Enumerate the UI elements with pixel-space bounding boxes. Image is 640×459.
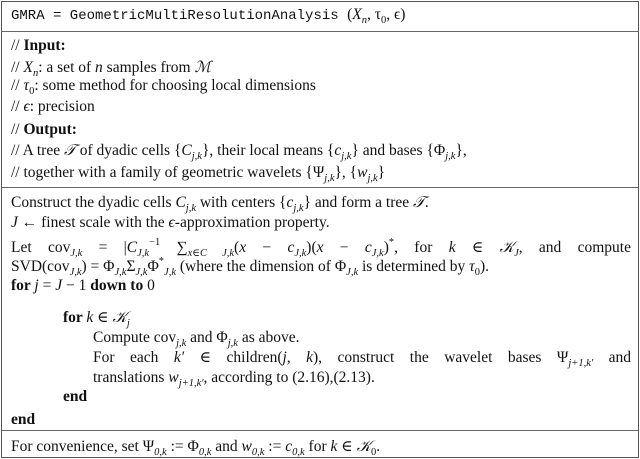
- text-segment: *: [158, 256, 165, 267]
- text-segment: ℳ: [194, 58, 212, 76]
- text-segment: J: [11, 214, 18, 231]
- step-convenience: [11, 436, 380, 457]
- text-segment: j,k: [185, 203, 196, 214]
- text-segment: c: [334, 142, 342, 159]
- text-segment: n: [32, 68, 39, 79]
- text-segment: for: [63, 309, 87, 326]
- text-segment: c: [285, 438, 293, 455]
- text-segment: ) = Φ: [81, 258, 115, 275]
- text-segment: 0: [380, 15, 387, 26]
- text-segment: 𝒦: [356, 437, 372, 455]
- text-segment: ϵ: [168, 214, 175, 231]
- text-segment: k′: [173, 349, 185, 366]
- text-segment: −: [323, 239, 365, 256]
- text-segment: } and form a tree: [303, 194, 414, 211]
- text-segment: c: [286, 194, 294, 211]
- step-translations: [93, 368, 375, 388]
- text-segment: = |: [82, 239, 127, 256]
- text-segment: − 1: [62, 277, 91, 294]
- text-segment: j: [34, 277, 39, 294]
- text-segment: translations: [93, 369, 169, 386]
- text-segment: J,k: [137, 248, 150, 259]
- text-segment: −1: [149, 237, 161, 248]
- text-segment: k: [86, 309, 94, 326]
- text-segment: // A tree: [11, 142, 64, 159]
- text-segment: 𝒦: [112, 308, 127, 326]
- text-segment: J,k: [371, 248, 384, 259]
- text-segment: and: [211, 438, 242, 455]
- text-segment: //: [11, 121, 24, 138]
- text-segment: -approximation property.: [174, 214, 330, 231]
- text-segment: For each: [93, 349, 174, 366]
- text-segment: end: [63, 388, 88, 405]
- algorithm-title: [11, 5, 405, 26]
- text-segment: with centers {: [195, 194, 287, 211]
- output-heading: [11, 120, 77, 140]
- text-segment: w: [357, 164, 368, 181]
- text-segment: for: [304, 438, 331, 455]
- text-segment: down to: [90, 277, 148, 294]
- text-segment: //: [11, 59, 24, 76]
- step-svd: [11, 257, 489, 277]
- input-eps: [11, 97, 95, 117]
- text-segment: Input:: [23, 37, 66, 54]
- text-segment: 0: [371, 447, 377, 458]
- output-wavelets: [11, 163, 385, 183]
- text-segment: ), construct the wavelet bases Ψ: [313, 349, 569, 366]
- text-segment: n: [95, 59, 103, 76]
- text-segment: ∈: [455, 239, 500, 256]
- text-segment: −: [246, 239, 288, 256]
- text-segment: J,k: [294, 248, 307, 259]
- input-tau: [11, 76, 316, 96]
- text-segment: x: [239, 239, 247, 256]
- step-covariance: [11, 237, 631, 258]
- text-segment: end: [11, 411, 36, 428]
- text-segment: J,k: [114, 267, 127, 278]
- text-segment: j: [126, 318, 130, 329]
- text-segment: ϵ: [23, 98, 30, 115]
- text-segment: of dyadic cells {: [75, 142, 182, 159]
- text-segment: J,k: [70, 248, 83, 259]
- text-segment: 0: [474, 267, 480, 278]
- text-segment: (: [347, 6, 353, 23]
- text-segment: is determined by: [358, 258, 470, 275]
- text-segment: : a set of: [38, 59, 96, 76]
- text-segment: J,k: [69, 267, 82, 278]
- text-segment: , τ: [366, 6, 381, 23]
- text-segment: 0,k: [251, 447, 265, 458]
- text-segment: c: [364, 239, 372, 256]
- step-finest-scale: [11, 213, 330, 233]
- text-segment: =: [38, 277, 56, 294]
- input-heading: [11, 36, 66, 56]
- text-segment: j,k: [227, 338, 238, 349]
- text-segment: Let cov: [11, 239, 71, 256]
- text-segment: 0,k: [154, 447, 167, 458]
- text-segment: J: [55, 277, 63, 294]
- text-segment: }, {: [334, 164, 358, 181]
- text-segment: j,k: [176, 338, 187, 349]
- text-segment: ).: [479, 258, 490, 275]
- text-segment: k: [330, 438, 338, 455]
- text-segment: SVD(cov: [11, 258, 70, 275]
- text-segment: samples from: [102, 59, 195, 76]
- divider-title: [1, 31, 639, 32]
- text-segment: := Φ: [166, 438, 199, 455]
- text-segment: GMRA = GeometricMultiResolutionAnalysis: [11, 8, 348, 24]
- text-segment: //: [11, 98, 24, 115]
- text-segment: J: [514, 248, 519, 259]
- text-segment: For convenience, set Ψ: [11, 438, 155, 455]
- text-segment: .: [424, 194, 429, 211]
- text-segment: //: [11, 77, 24, 94]
- text-segment: w: [241, 438, 252, 455]
- text-segment: 0,k: [198, 447, 212, 458]
- text-segment: } and bases {Φ: [351, 142, 446, 159]
- text-segment: Σ: [126, 258, 136, 275]
- text-segment: 0: [147, 277, 155, 294]
- text-segment: )(: [306, 239, 317, 256]
- end-outer-loop: [11, 410, 35, 430]
- text-segment: j+1,k′: [568, 358, 594, 369]
- text-segment: 𝒯: [413, 193, 425, 211]
- text-segment: (: [234, 239, 240, 256]
- input-xn: [11, 57, 211, 78]
- text-segment: and: [593, 349, 632, 366]
- step-for-each-child: [93, 348, 631, 368]
- text-segment: },: [455, 142, 467, 159]
- text-segment: J,k: [135, 267, 148, 278]
- text-segment: for: [11, 277, 35, 294]
- text-segment: , ϵ): [386, 6, 406, 23]
- text-segment: X: [352, 6, 362, 23]
- text-segment: τ: [23, 77, 30, 94]
- text-segment: c: [287, 239, 295, 256]
- divider-footer: [1, 430, 639, 431]
- text-segment: j,k: [191, 151, 202, 162]
- text-segment: , for: [394, 239, 449, 256]
- text-segment: X: [23, 59, 33, 76]
- text-segment: Output:: [23, 121, 77, 138]
- text-segment: , and compute: [518, 239, 631, 256]
- text-segment: C: [126, 239, 138, 256]
- text-segment: J,k: [346, 267, 359, 278]
- text-segment: τ: [469, 258, 475, 275]
- text-segment: // together with a family of geometric wavelets {Ψ: [11, 164, 325, 181]
- text-segment: Compute cov: [93, 329, 177, 346]
- text-segment: w: [168, 369, 179, 386]
- text-segment: }, their local means {: [201, 142, 335, 159]
- text-segment: 𝒯: [63, 141, 76, 159]
- text-segment: 𝒦: [499, 238, 515, 256]
- text-segment: : some method for choosing local dimensions: [34, 77, 316, 94]
- text-segment: C: [175, 194, 186, 211]
- loop-for-j: [11, 276, 155, 296]
- text-segment: ∈ children(: [184, 349, 283, 366]
- text-segment: //: [11, 37, 24, 54]
- step-compute: [93, 328, 300, 348]
- text-segment: j,k: [324, 173, 335, 184]
- text-segment: n: [361, 15, 367, 26]
- text-segment: .: [376, 438, 381, 455]
- text-segment: J,k: [164, 267, 176, 278]
- text-segment: and Φ: [186, 329, 228, 346]
- text-segment: ): [383, 239, 389, 256]
- loop-for-k: [63, 307, 130, 328]
- text-segment: j,k: [293, 203, 304, 214]
- divider-io: [1, 187, 639, 188]
- end-inner-loop: [63, 387, 87, 407]
- text-segment: (where the dimension of Φ: [175, 258, 347, 275]
- text-segment: ∈: [93, 309, 113, 326]
- text-segment: C: [181, 142, 192, 159]
- text-segment: j+1,k′: [178, 378, 204, 389]
- text-segment: : precision: [29, 98, 95, 115]
- text-segment: :=: [264, 438, 286, 455]
- text-segment: x∈C J,k: [187, 248, 235, 259]
- text-segment: 0: [29, 86, 35, 97]
- text-segment: Construct the dyadic cells: [11, 194, 176, 211]
- text-segment: , according to (2.16),(2.13).: [203, 369, 375, 386]
- text-segment: }: [377, 164, 386, 181]
- text-segment: k: [448, 239, 456, 256]
- step-construct: [11, 192, 429, 213]
- text-segment: ∑: [160, 239, 188, 256]
- text-segment: *: [388, 237, 395, 248]
- text-segment: ∈: [337, 438, 357, 455]
- text-segment: j,k: [341, 151, 352, 162]
- text-segment: j, k: [282, 349, 314, 366]
- text-segment: as above.: [237, 329, 300, 346]
- text-segment: 0,k: [292, 447, 305, 458]
- text-segment: Φ: [147, 258, 159, 275]
- text-segment: ← finest scale with the: [17, 214, 169, 231]
- text-segment: x: [316, 239, 324, 256]
- text-segment: j,k: [367, 173, 378, 184]
- text-segment: j,k: [445, 151, 456, 162]
- output-tree: [11, 140, 467, 161]
